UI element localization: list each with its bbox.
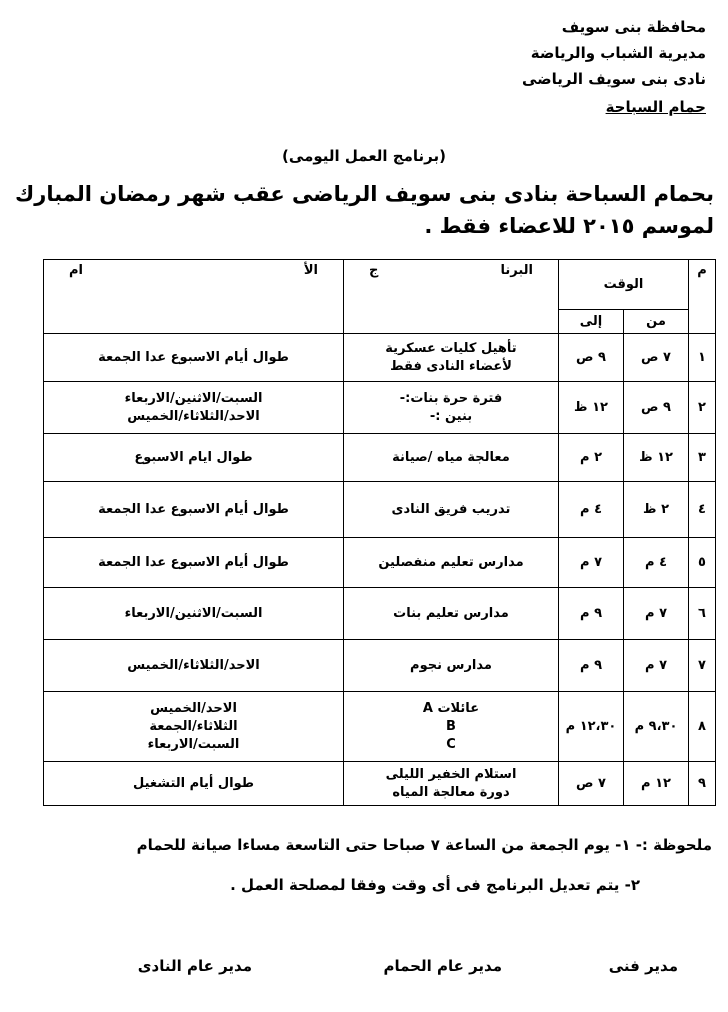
row-num: ٤ [689,482,716,538]
days-line: السبت/الاثنين/الاربعاء [124,605,263,621]
header-time-label: الوقت [603,276,644,292]
days-line: طوال أيام التشغيل [132,775,255,791]
row-to: ٩ م [559,640,624,692]
row-days [44,640,344,692]
row-program [344,334,559,382]
days-line: السبت/الاثنين/الاربعاء [124,390,263,406]
table-row [44,482,716,538]
note-line-2: ٢- يتم تعديل البرنامج فى أى وقت وفقا لمصلحة العمل . [230,876,640,894]
header-days [44,260,344,334]
row-to: ٤ م [559,482,624,538]
table-header-row [44,260,716,310]
row-from: ٧ م [624,588,689,640]
header-program-spread [347,262,555,280]
row-program [344,588,559,640]
note-line-1: ملحوظة :- ١- يوم الجمعة من الساعة ٧ صباحا حتى التاسعة مساءا صيانة للحمام [136,836,712,854]
header-from: من [624,310,689,334]
program-line: عائلات A [422,700,480,716]
signature-club-manager: مدير عام النادى [137,957,252,975]
header-program-left: البرنا [500,263,533,278]
row-program [344,482,559,538]
header-to: إلى [559,310,624,334]
table-row [44,382,716,434]
program-line: مدارس نجوم [410,657,492,673]
table-row [44,588,716,640]
table-row [44,434,716,482]
row-to: ٧ ص [559,762,624,806]
row-num: ٢ [689,382,716,434]
header-days-left: الأ [303,263,318,278]
header-program [344,260,559,334]
program-title: (برنامج العمل اليومى) [282,147,446,165]
row-from: ٧ م [624,640,689,692]
row-from: ٩،٣٠ م [624,692,689,762]
row-to: ١٢ ظ [559,382,624,434]
table-row [44,692,716,762]
days-line: طوال أيام الاسبوع عدا الجمعة [98,501,289,517]
row-num: ١ [689,334,716,382]
program-line: معالجة مياه /صيانة [392,449,510,465]
row-days [44,692,344,762]
row-program [344,434,559,482]
row-program [344,692,559,762]
days-line: طوال أيام الاسبوع عدا الجمعة [98,554,289,570]
row-from: ١٢ م [624,762,689,806]
days-line: الثلاثاء/الجمعة [149,718,238,734]
header-time [559,260,689,310]
row-num: ٦ [689,588,716,640]
row-days [44,762,344,806]
signature-pool-manager: مدير عام الحمام [383,957,502,975]
program-line: تدريب فريق النادى [391,501,511,517]
row-to: ١٢،٣٠ م [559,692,624,762]
header-governorate: محافظة بنى سويف [561,18,706,36]
main-title: بحمام السباحة بنادى بنى سويف الرياضى عقب شهر رمضان المبارك لموسم ٢٠١٥ للاعضاء فقط . [14,182,714,238]
header-pool: حمام السباحة [605,98,706,116]
row-num: ٥ [689,538,716,588]
row-program [344,640,559,692]
row-to: ٧ م [559,538,624,588]
days-line: طوال ايام الاسبوع [134,449,253,465]
program-line: دورة معالجة المياه [392,784,510,800]
table-row [44,762,716,806]
program-line: B [446,718,456,734]
row-from: ٤ م [624,538,689,588]
row-to: ٩ م [559,588,624,640]
row-days [44,538,344,588]
days-line: طوال أيام الاسبوع عدا الجمعة [98,349,289,365]
row-from: ٢ ظ [624,482,689,538]
row-program [344,538,559,588]
row-program [344,762,559,806]
days-line: الاحد/الثلاثاء/الخميس [127,408,260,424]
row-to: ٢ م [559,434,624,482]
header-days-right: ام [69,263,83,278]
program-line: C [446,736,456,752]
schedule-body [44,260,716,806]
header-directorate: مديرية الشباب والرياضة [530,44,706,62]
row-num: ٧ [689,640,716,692]
program-line: مدارس تعليم بنات [393,605,509,621]
row-days [44,334,344,382]
header-num: م [689,260,716,334]
row-from: ١٢ ظ [624,434,689,482]
row-program [344,382,559,434]
row-from: ٩ ص [624,382,689,434]
header-club: نادى بنى سويف الرياضى [522,70,706,88]
signature-technical-manager: مدير فنى [608,957,678,975]
table-row [44,538,716,588]
header-days-spread [47,262,340,280]
row-num: ٩ [689,762,716,806]
days-line: السبت/الاربعاء [147,736,240,752]
table-row [44,640,716,692]
row-num: ٨ [689,692,716,762]
days-line: الاحد/الخميس [150,700,237,716]
row-to: ٩ ص [559,334,624,382]
header-program-right: ج [369,263,379,278]
program-line: تأهيل كليات عسكرية [385,340,517,356]
schedule-table [43,259,716,806]
row-from: ٧ ص [624,334,689,382]
row-days [44,382,344,434]
row-days [44,588,344,640]
row-days [44,434,344,482]
program-line: فترة حرة بنات:- [399,390,503,406]
table-row [44,334,716,382]
row-num: ٣ [689,434,716,482]
program-line: بنين :- [429,408,473,424]
row-days [44,482,344,538]
program-line: لأعضاء النادى فقط [390,358,512,374]
days-line: الاحد/الثلاثاء/الخميس [127,657,260,673]
program-line: مدارس تعليم منفصلين [378,554,524,570]
program-line: استلام الخفير الليلى [385,766,517,782]
